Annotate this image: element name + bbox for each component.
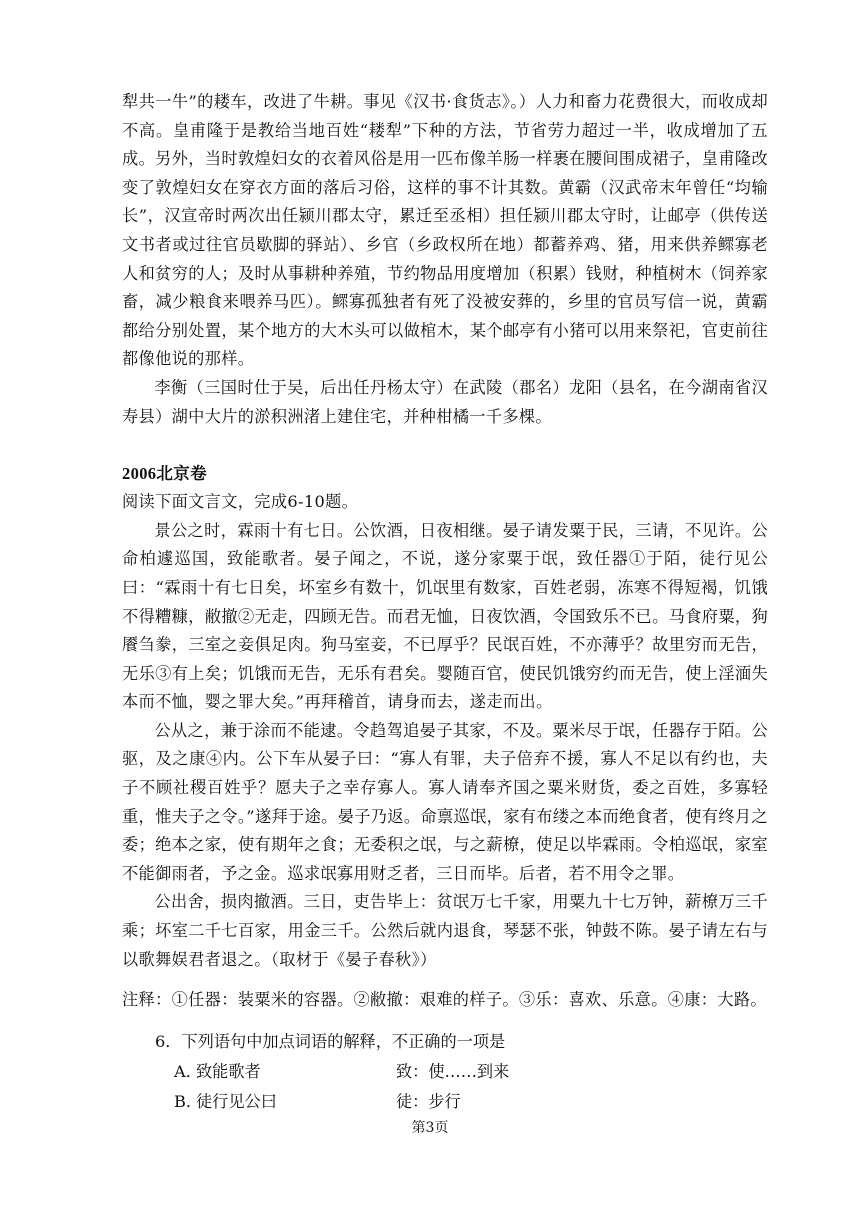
paragraph-translation-2: 李衡（三国时仕于吴，后出任丹杨太守）在武陵（郡名）龙阳（县名，在今湖南省汉寿县）湖中大片的淤积洲渚上建住宅，并种柑橘一千多棵。 (122, 377, 768, 426)
instruction: 阅读下面文言文，完成6-10题。 (122, 492, 359, 512)
option-label: A． (174, 1061, 202, 1081)
passage-paragraph-3: 公出舍，损肉撤酒。三日，吏告毕上：贫氓万七千家，用粟九十七万钟，薪橑万三千乘；坏室二千七百家，用金三千。公然后就内退食，琴瑟不张，钟鼓不陈。晏子请左右与以歌舞娱君者退之。（取材于《晏子春秋》） (122, 892, 768, 969)
section-heading: 2006北京卷 (122, 464, 207, 484)
option-explanation: 致：使……到来 (396, 1061, 510, 1081)
option-label: B． (174, 1091, 203, 1111)
option-text: 徒行见公曰 (196, 1091, 277, 1111)
passage-paragraph-1: 景公之时，霖雨十有七日。公饮酒，日夜相继。晏子请发粟于民，三请，不见许。公命柏遽巡国，致能歌者。晏子闻之，不说，遂分家粟于氓，致任器①于陌，徒行见公曰：“霖雨十有七日矣，坏室乡有数十，饥氓里有数家，百姓老弱，冻寒不得短褐，饥饿不得糟糠，敝撤②无走，四顾无告。而君无恤，日夜饮酒，令国致乐不已。马食府粟，狗餍刍豢，三室之妾俱足肉。狗马室妾，不已厚乎？民氓百姓，不亦薄乎？故里穷而无告，无乐③有上矣；饥饿而无告，无乐有君矣。婴随百官，使民饥饿穷约而无告，使上淫湎失本而不恤，婴之罪大矣。”再拜稽首，请身而去，遂走而出。 (122, 520, 768, 712)
page-number: 第3页 (411, 1120, 449, 1136)
annotation-notes: 注释：①任器：装粟米的容器。②敝撤：艰难的样子。③乐：喜欢、乐意。④康：大路。 (122, 990, 767, 1010)
passage-paragraph-2: 公从之，兼于涂而不能逮。令趋驾追晏子其家，不及。粟米尽于氓，任器存于陌。公驱，及之康④内。公下车从晏子曰：“寡人有罪，夫子倍弃不援，寡人不足以有约也，夫子不顾社稷百姓乎？愿夫子之幸存寡人。寡人请奉齐国之粟米财货，委之百姓，多寡轻重，惟夫子之令。”遂拜于途。晏子乃返。命禀巡氓，家有布缕之本而绝食者，使有终月之委；绝本之家，使有期年之食；无委积之氓，与之薪橑，使足以毕霖雨。令柏巡氓，家室不能御雨者，予之金。巡求氓寡用财乏者，三日而毕。后者，若不用令之罪。 (122, 720, 768, 883)
document-page (122, 88, 768, 1117)
option-text: 致能歌者 (196, 1061, 261, 1081)
question-block (122, 1027, 768, 1117)
paragraph-translation-1: 犁共一牛”的耧车，改进了牛耕。事见《汉书·食货志》。）人力和畜力花费很大，而收成却不高。皇甫隆于是教给当地百姓“耧犁”下种的方法，节省劳力超过一半，收成增加了五成。另外，当时敦煌妇女的衣着风俗是用一匹布像羊肠一样裹在腰间围成裙子，皇甫隆改变了敦煌妇女在穿衣方面的落后习俗，这样的事不计其数。黄霸（汉武帝末年曾任“均输长”，汉宣帝时两次出任颍川郡太守，累迁至丞相）担任颍川郡太守时，让邮亭（供传送文书者或过往官员歇脚的驿站）、乡官（乡政权所在地）都蓄养鸡、猪，用来供养鳏寡老人和贫穷的人；及时从事耕种养殖，节约物品用度增加（积累）钱财，种植树木（饲养家畜，减少粮食来喂养马匹）。鳏寡孤独者有死了没被安葬的，乡里的官员写信一说，黄霸都给分别处置，某个地方的大木头可以做棺木，某个邮亭有小猪可以用来祭祀，官吏前往都像他说的那样。 (122, 92, 768, 369)
option-explanation: 徒：步行 (396, 1091, 461, 1111)
option-a (122, 1057, 768, 1087)
question-6: 6．下列语句中加点词语的解释，不正确的一项是 (155, 1031, 506, 1051)
option-b (122, 1087, 768, 1117)
